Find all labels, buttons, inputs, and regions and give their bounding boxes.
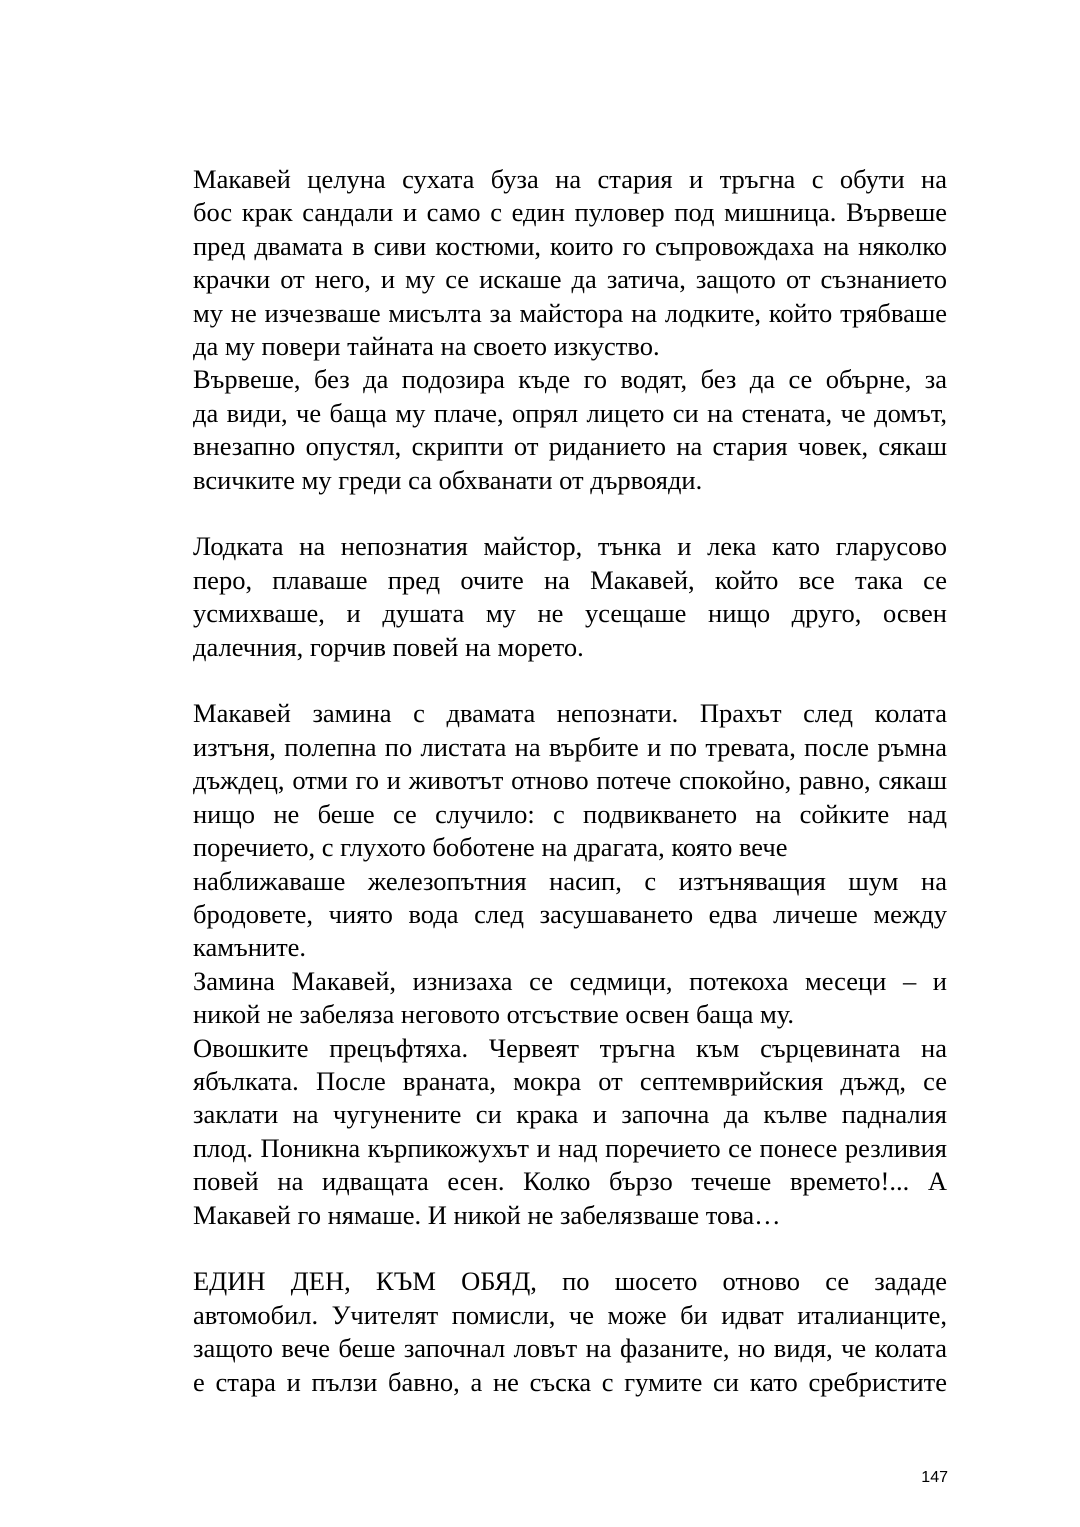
text-line: внезапно опустял, скрипти от риданието на стария човек, сякаш bbox=[193, 431, 947, 462]
text-line: пред двамата в сиви костюми, които го съпровождаха на няколко bbox=[193, 230, 947, 261]
text-line: автомобил. Учителят помисли, че може би идват италианците, bbox=[193, 1299, 947, 1330]
text-line: далечния, горчив повей на морето. bbox=[193, 631, 584, 662]
section-break bbox=[131, 497, 947, 530]
paragraph-3 bbox=[131, 530, 947, 664]
text-line: камъните. bbox=[193, 932, 307, 963]
text-line: Макавей замина с двамата непознати. Прахът след колата bbox=[193, 698, 947, 729]
text-line: Овошките прецъфтяха. Червеят тръгна към сърцевината на bbox=[193, 1032, 947, 1063]
paragraph-5 bbox=[131, 965, 947, 1032]
text-line: му не изчезваше мисълта за майстора на лодките, който трябваше bbox=[193, 297, 947, 328]
text-line: наближаваше железопътния насип, с изтъняващия шум на bbox=[193, 865, 947, 896]
text-line: Замина Макавей, изнизаха се седмици, потекоха месеци – и bbox=[193, 965, 947, 996]
page-number: 147 bbox=[921, 1469, 948, 1486]
text-line: Макавей го нямаше. И никой не забелязваше това… bbox=[193, 1199, 781, 1230]
body-text bbox=[131, 163, 947, 1399]
text-line: да види, че баща му плаче, опрял лицето си на стената, че домът, bbox=[193, 397, 947, 428]
text-line: крачки от него, и му се искаше да затича, защото от съзнанието bbox=[193, 264, 947, 295]
text-line: ЕДИН ДЕН, КЪМ ОБЯД, по шосето отново се зададе bbox=[193, 1266, 947, 1297]
text-line: Макавей целуна сухата буза на стария и тръгна с обути на bbox=[193, 164, 947, 194]
section-break bbox=[131, 664, 947, 697]
text-line: дъждец, отми го и животът отново потече спокойно, равно, сякаш bbox=[193, 765, 947, 796]
text-line: перо, плаваше пред очите на Макавей, който все така се bbox=[193, 564, 947, 595]
text-line: да му повери тайната на своето изкуство. bbox=[193, 331, 660, 362]
text-line: Лодката на непознатия майстор, тънка и лека като гларусово bbox=[193, 531, 947, 562]
paragraph-7 bbox=[131, 1265, 947, 1399]
text-line: защото вече беше започнал ловът на фазаните, но видя, че колата bbox=[193, 1333, 947, 1364]
paragraph-2 bbox=[131, 363, 947, 497]
text-line: бродовете, чиято вода след засушаването едва личеше между bbox=[193, 898, 947, 929]
text-line: заклати на чугунените си крака и започна да кълве падналия bbox=[193, 1099, 947, 1130]
text-line: изтъня, полепна по листата на върбите и по тревата, после ръмна bbox=[193, 731, 947, 762]
text-line: никой не забеляза неговото отсъствие освен баща му. bbox=[193, 999, 794, 1030]
text-line: всичките му греди са обхванати от дървояди. bbox=[193, 464, 703, 495]
text-line: Вървеше, без да подозира къде го водят, без да се обърне, за bbox=[193, 364, 947, 395]
text-line: е стара и пълзи бавно, а не съска с гумите си като сребристите bbox=[193, 1366, 947, 1397]
text-line: повей на идващата есен. Колко бързо течеше времето!... А bbox=[193, 1166, 947, 1197]
section-break bbox=[131, 1232, 947, 1265]
text-line: усмихваше, и душата му не усещаше нищо друго, освен bbox=[193, 598, 947, 629]
text-line: плод. Поникна кърпикожухът и над поречието се понесе резливия bbox=[193, 1132, 947, 1163]
paragraph-4 bbox=[131, 697, 947, 964]
text-line: поречието, с глухото боботене на драгата, която вече bbox=[193, 832, 788, 863]
text-line: бос крак сандали и само с един пуловер под мишница. Вървеше bbox=[193, 197, 947, 228]
text-line: нищо не беше се случило: с подвикването на сойките над bbox=[193, 798, 947, 829]
paragraph-6 bbox=[131, 1032, 947, 1232]
paragraph-1 bbox=[131, 163, 947, 363]
text-line: ябълката. После враната, мокра от септемврийския дъжд, се bbox=[193, 1065, 947, 1096]
